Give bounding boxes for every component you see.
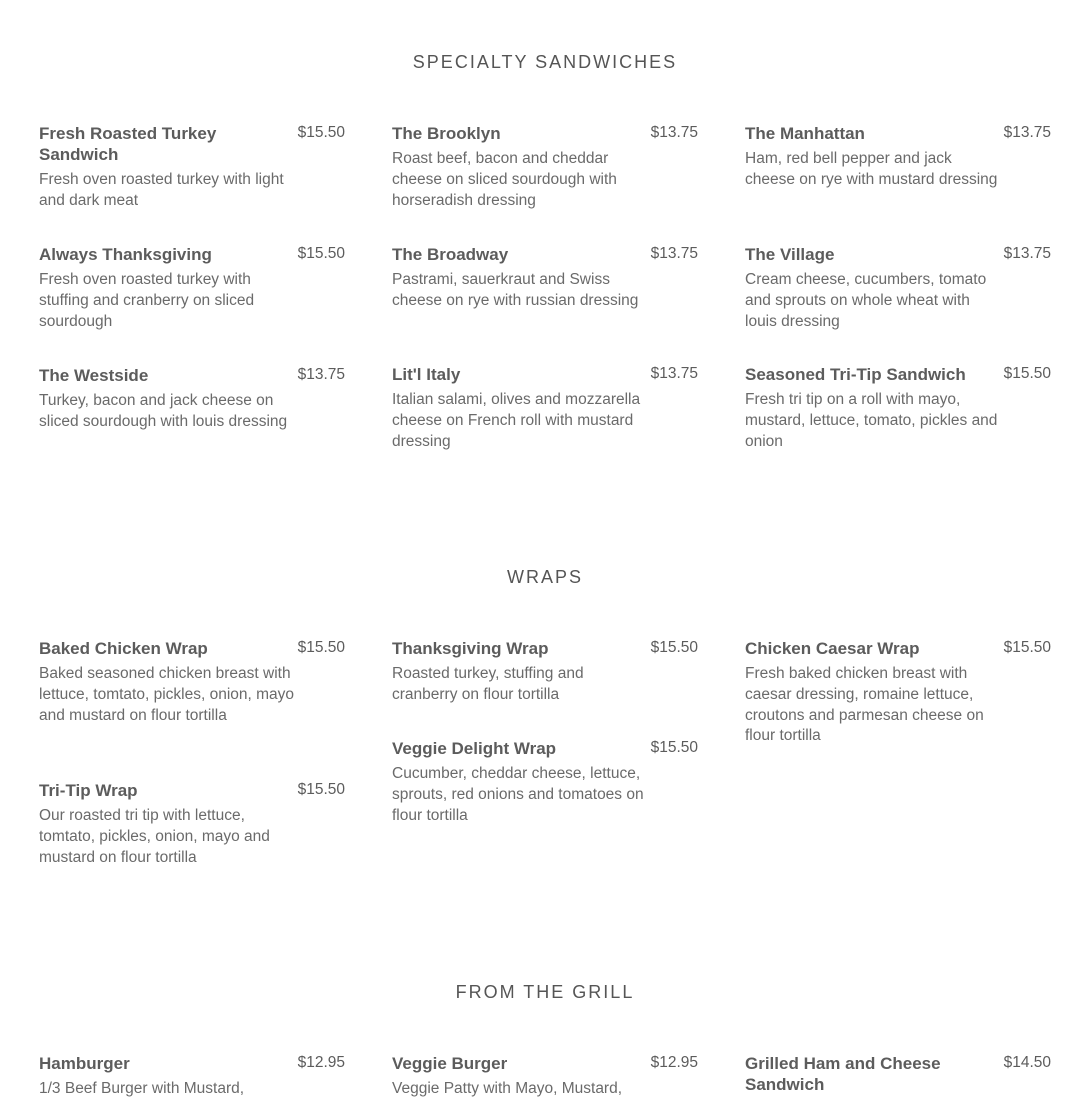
item-description: Roasted turkey, stuffing and cranberry on flour tortilla	[392, 665, 584, 703]
item-name: Chicken Caesar Wrap	[745, 639, 920, 658]
item-name: The Village	[745, 245, 835, 264]
item-name: The Manhattan	[745, 124, 865, 143]
item-price: $13.75	[1003, 245, 1051, 262]
item-description: Cucumber, cheddar cheese, lettuce, sprouts, red onions and tomatoes on flour tortilla	[392, 765, 644, 824]
item-name: Veggie Delight Wrap	[392, 739, 557, 758]
item-description: Fresh tri tip on a roll with mayo, mustard, lettuce, tomato, pickles and onion	[745, 391, 998, 450]
item-description: Our roasted tri tip with lettuce, tomtato, pickles, onion, mayo and mustard on flour tortilla	[39, 807, 270, 866]
item-price: $15.50	[650, 639, 698, 656]
item-description: 1/3 Beef Burger with Mustard,	[39, 1080, 245, 1097]
item-name: Tri-Tip Wrap	[39, 781, 138, 800]
item-description: Italian salami, olives and mozzarella cheese on French roll with mustard dressing	[392, 391, 641, 450]
item-price: $13.75	[650, 365, 698, 382]
item-price: $13.75	[650, 245, 698, 262]
item-price: $13.75	[1003, 124, 1051, 141]
item-price: $12.95	[650, 1054, 698, 1071]
item-price: $15.50	[297, 781, 345, 798]
item-name: Grilled Ham and Cheese Sandwich	[745, 1054, 941, 1094]
item-description: Veggie Patty with Mayo, Mustard,	[392, 1080, 623, 1097]
item-price: $15.50	[1003, 639, 1051, 656]
item-price: $15.50	[297, 639, 345, 656]
item-name: Always Thanksgiving	[39, 245, 212, 264]
item-price: $15.50	[650, 739, 698, 756]
item-price: $15.50	[297, 124, 345, 141]
item-price: $14.50	[1003, 1054, 1051, 1071]
item-name: The Broadway	[392, 245, 509, 264]
item-price: $13.75	[650, 124, 698, 141]
item-description: Fresh oven roasted turkey with light and dark meat	[39, 171, 284, 209]
section-title: FROM THE GRILL	[455, 982, 635, 1002]
section-title: WRAPS	[506, 567, 583, 587]
item-name: The Westside	[39, 366, 149, 385]
item-description: Turkey, bacon and jack cheese on sliced sourdough with louis dressing	[39, 392, 288, 430]
item-price: $12.95	[297, 1054, 345, 1071]
item-description: Baked seasoned chicken breast with lettuce, tomtato, pickles, onion, mayo and mustard on flour tortilla	[39, 665, 295, 724]
item-price: $15.50	[297, 245, 345, 262]
item-name: Seasoned Tri-Tip Sandwich	[745, 365, 966, 384]
item-name: Fresh Roasted Turkey Sandwich	[39, 124, 217, 164]
item-description: Fresh baked chicken breast with caesar dressing, romaine lettuce, croutons and parmesan cheese on flour tortilla	[745, 665, 984, 745]
item-description: Roast beef, bacon and cheddar cheese on sliced sourdough with horseradish dressing	[392, 150, 617, 209]
item-description: Pastrami, sauerkraut and Swiss cheese on rye with russian dressing	[392, 271, 639, 309]
item-name: Lit'l Italy	[392, 365, 461, 384]
item-name: Baked Chicken Wrap	[39, 639, 208, 658]
item-description: Fresh oven roasted turkey with stuffing and cranberry on sliced sourdough	[39, 271, 255, 330]
item-name: Hamburger	[39, 1054, 130, 1073]
item-description: Ham, red bell pepper and jack cheese on rye with mustard dressing	[745, 150, 998, 188]
section-title: SPECIALTY SANDWICHES	[412, 52, 678, 72]
item-name: Veggie Burger	[392, 1054, 508, 1073]
item-description: Cream cheese, cucumbers, tomato and sprouts on whole wheat with louis dressing	[745, 271, 987, 330]
item-name: Thanksgiving Wrap	[392, 639, 549, 658]
item-price: $15.50	[1003, 365, 1051, 382]
item-price: $13.75	[297, 366, 345, 383]
item-name: The Brooklyn	[392, 124, 501, 143]
